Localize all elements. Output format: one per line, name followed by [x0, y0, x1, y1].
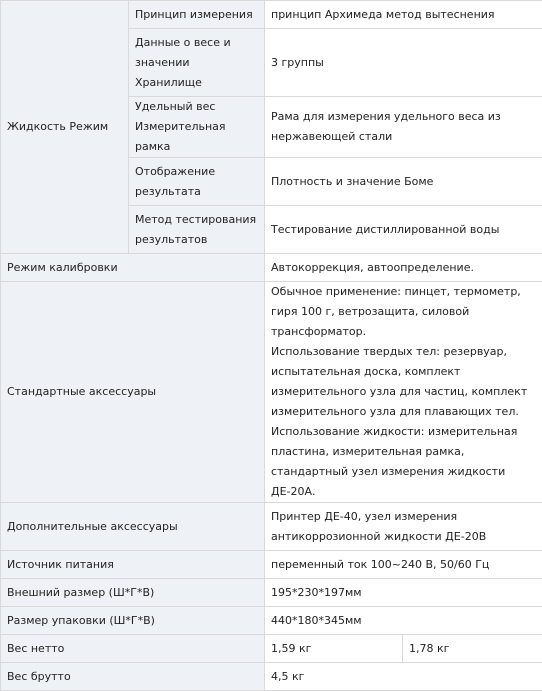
param-value: Плотность и значение Боме: [265, 158, 542, 206]
standard-accessories-value: [265, 282, 542, 503]
table-row: [1, 503, 542, 551]
accessory-line: Обычное применение: пинцет, термометр, гиря 100 г, ветрозащита, силовой трансформатор.: [271, 282, 536, 342]
net-weight-value-b: 1,78 кг: [403, 635, 542, 663]
param-value: Тестирование дистиллированной воды: [265, 206, 542, 254]
table-row: [1, 607, 542, 635]
optional-accessories-label: Дополнительные аксессуары: [1, 503, 265, 551]
accessory-line: Использование жидкости: измерительная пластина, измерительная рамка, стандартный узел измерения жидкости ДЕ-20А.: [271, 422, 536, 502]
table-row: [1, 254, 542, 282]
param-name: Отображение результата: [129, 158, 265, 206]
param-value: Рама для измерения удельного веса из нержавеющей стали: [265, 97, 542, 158]
param-name: Метод тестирования результатов: [129, 206, 265, 254]
table-row: [1, 663, 542, 691]
param-value: принцип Архимеда метод вытеснения: [265, 1, 542, 29]
param-name: Данные о весе и значении Хранилище: [129, 29, 265, 97]
package-size-label: Размер упаковки (Ш*Г*В): [1, 607, 265, 635]
gross-weight-value: 4,5 кг: [265, 663, 542, 691]
accessory-line: Использование твердых тел: резервуар, испытательная доска, комплект измерительного узла для частиц, комплект измерительного узла для плавающих тел.: [271, 342, 536, 422]
outer-size-value: 195*230*197мм: [265, 579, 542, 607]
calibration-value: Автокоррекция, автоопределение.: [265, 254, 542, 282]
net-weight-label: Вес нетто: [1, 635, 265, 663]
gross-weight-label: Вес брутто: [1, 663, 265, 691]
table-row: [1, 1, 542, 29]
table-row: [1, 551, 542, 579]
table-row: [1, 579, 542, 607]
param-name: Удельный вес Измерительная рамка: [129, 97, 265, 158]
package-size-value: 440*180*345мм: [265, 607, 542, 635]
liquid-mode-label: Жидкость Режим: [1, 1, 129, 254]
outer-size-label: Внешний размер (Ш*Г*В): [1, 579, 265, 607]
table-row: [1, 635, 542, 663]
param-value: 3 группы: [265, 29, 542, 97]
calibration-label: Режим калибровки: [1, 254, 265, 282]
optional-accessories-value: Принтер ДЕ-40, узел измерения антикоррозионной жидкости ДЕ-20В: [265, 503, 542, 551]
param-name: Принцип измерения: [129, 1, 265, 29]
power-value: переменный ток 100~240 В, 50/60 Гц: [265, 551, 542, 579]
power-label: Источник питания: [1, 551, 265, 579]
net-weight-value-a: 1,59 кг: [265, 635, 403, 663]
standard-accessories-label: Стандартные аксессуары: [1, 282, 265, 503]
table-row: [1, 282, 542, 503]
